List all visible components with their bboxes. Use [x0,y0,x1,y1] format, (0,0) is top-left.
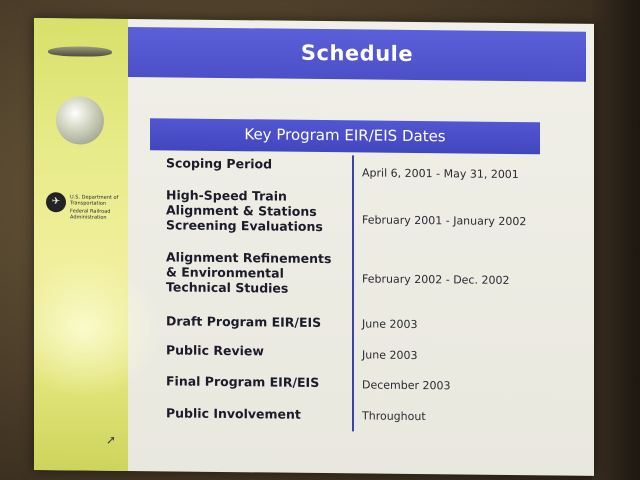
column-divider [352,155,354,431]
left-decorative-panel [34,18,128,471]
slide-subtitle: Key Program EIR/EIS Dates [244,125,446,146]
row-date-final: December 2003 [362,378,451,393]
room-wall [592,0,640,480]
dot-seal-icon: ✈ [46,192,66,212]
row-date-involvement: Throughout [362,409,426,424]
row-label-draft: Draft Program EIR/EIS [166,313,322,331]
row-label-screening: High-Speed Train Alignment & Stations Screening Evaluations [166,187,323,235]
mouse-cursor-icon: ➚ [106,432,117,447]
row-label-scoping: Scoping Period [166,155,273,172]
title-bar [128,27,586,82]
row-label-involvement: Public Involvement [166,405,301,422]
agency-line-dot: U.S. Department of Transportation [70,194,119,207]
row-date-draft: June 2003 [362,317,418,332]
row-date-screening: February 2001 - January 2002 [362,213,527,229]
projection-screen [34,18,594,476]
row-label-public-review: Public Review [166,342,264,359]
row-label-refinements: Alignment Refinements & Environmental Technical Studies [166,249,332,296]
train-logo-icon [48,46,112,57]
row-date-refinements: February 2002 - Dec. 2002 [362,272,510,287]
globe-icon [56,96,104,145]
slide-title: Schedule [300,40,414,66]
decorative-swoosh [34,258,164,400]
row-label-final: Final Program EIR/EIS [166,373,320,390]
subheading-bar [150,118,540,154]
row-date-public-review: June 2003 [362,348,418,363]
agency-line-fra: Federal Railroad Administration [70,208,111,221]
row-date-scoping: April 6, 2001 - May 31, 2001 [362,166,519,182]
